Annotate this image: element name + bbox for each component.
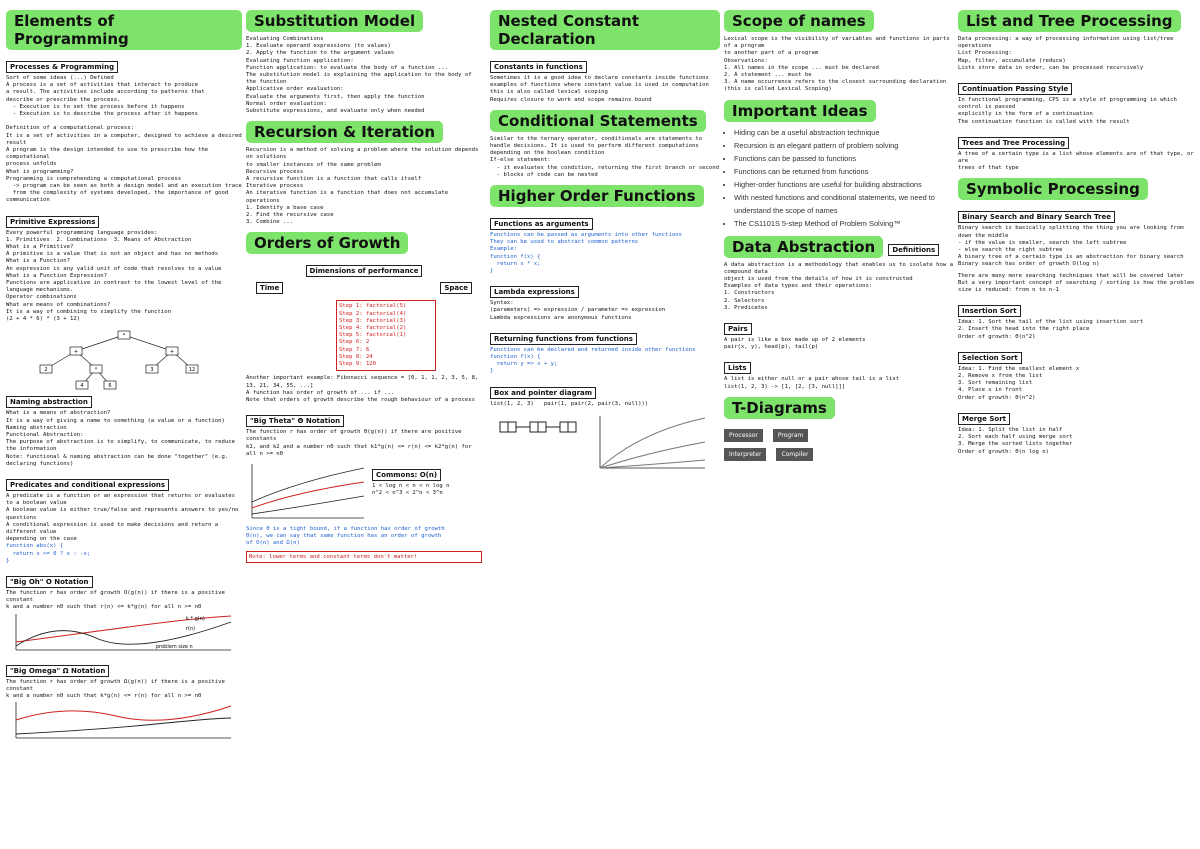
returning-heading: Returning functions from functions	[490, 333, 637, 345]
omega-text: The function r has order of growth Ω(g(n)) if there is a positive constant k and a number n0 such that k*g(n) <= r(n) for all n >= n0	[6, 678, 225, 699]
theta-note-2: Note: lower terms and constant terms don't matter!	[246, 551, 482, 563]
t-compiler: Compiler	[776, 448, 813, 461]
step-4: Step 4: factorial(2)	[339, 325, 407, 332]
cps-text: In functional programming, CPS is a style of programming in which control is passed explicitly in the form of a continuation The continuation function is called with the result	[958, 97, 1177, 125]
hof-title: Higher Order Functions	[490, 185, 704, 207]
idea-item: • With nested functions and conditional statements, we need to understand the scope of names	[734, 191, 954, 217]
column-1	[6, 8, 242, 846]
box-pointer-heading: Box and pointer diagram	[490, 387, 596, 399]
trees-heading: Trees and Tree Processing	[958, 137, 1069, 149]
common-heading: Commons: O(n)	[372, 469, 441, 481]
sorting-text: There are many more searching techniques that will be covered later But a very important concept of searching / sorting is how the problem size is reduced: from n to n-1	[958, 272, 1194, 294]
definitions-text: A data abstraction is a methodology that enables us to isolate how a compound data object is used from the details of how it is constructed Examples of data types and their operations: 1. Constructors 2. Selectors 3. Predicates	[724, 261, 954, 311]
ideas-title: Important Ideas	[724, 100, 876, 122]
processes-heading: Processes & Programming	[6, 61, 118, 73]
constants-heading: Constants in functions	[490, 61, 587, 73]
elements-title: Elements of Programming	[6, 10, 242, 50]
step-2: Step 2: factorial(4)	[339, 310, 407, 317]
column-2	[246, 8, 482, 846]
idea-item: • Higher-order functions are useful for building abstractions	[734, 178, 954, 191]
primitive-heading: Primitive Expressions	[6, 216, 99, 228]
symbolic-title: Symbolic Processing	[958, 178, 1148, 200]
predicates-heading: Predicates and conditional expressions	[6, 479, 169, 491]
conditional-title: Conditional Statements	[490, 110, 706, 132]
list-tree-text: Data processing: a way of processing information using list/tree operations List Processing: Map, filter, accumulate (reduce) Lists store data in order, can be processed recursively	[958, 36, 1174, 71]
idea-item: • The CS1101S 5-step Method of Problem Solving™	[734, 217, 954, 230]
t-interpreter: Interpreter	[724, 448, 766, 461]
column-3	[490, 8, 720, 846]
tree-edge	[124, 335, 172, 351]
step-7: Step 7: 6	[339, 346, 370, 353]
step-5: Step 5: factorial(1)	[339, 332, 407, 339]
tree-node-label: 12	[188, 367, 196, 374]
theta-text: The function r has order of growth Θ(g(n)) if there are positive constants k1, and k2 and a number n0 such that k1*g(n) <= r(n) <= k2*g(n) for all n >= n0	[246, 429, 472, 457]
tree-node-label: 4	[80, 383, 84, 390]
tdiagram-2	[724, 448, 954, 461]
idea-item: • Functions can be returned from functions	[734, 165, 954, 178]
tree-node-label: *	[94, 367, 98, 374]
theta-note: Since Θ is a tight bound, if a function has order of growth Θ(n), we can say that same function has an order of growth of O(n) and Ω(n)	[246, 525, 445, 547]
idea-item: • Hiding can be a useful abstraction technique	[734, 126, 954, 139]
box-pointer-diagram	[490, 412, 710, 472]
tree-node-label: +	[169, 349, 175, 356]
definitions-heading: Definitions	[888, 244, 939, 256]
selection-heading: Selection Sort	[958, 352, 1022, 364]
bigoh-graph	[6, 612, 236, 654]
tree-edge	[76, 335, 124, 351]
tdiagram	[724, 429, 954, 442]
insertion-text: Idea: 1. Sort the tail of the list using insertion sort 2. Insert the head into the right place Order of growth: Θ(n^2)	[958, 319, 1144, 340]
substitution-text: Evaluating Combinations 1. Evaluate operand expressions (to values) 2. Apply the function to the argument values Evaluating function application: Function application: to evaluate the body of a function ... The substitution model is explaining the application to the body of the function Applicative order evaluation: Evaluate the arguments first, then apply the function Normal order evaluation: Substitute expressions, and evaluate only when needed	[246, 36, 472, 115]
lists-text: A list is either null or a pair whose tail is a list list(1, 2, 3) -> [1, [2, [3, null]]]	[724, 376, 900, 390]
bigoh-text: The function r has order of growth O(g(n)) if there is a positive constant k and a number n0 such that r(n) <= k*g(n) for all n >= n0	[6, 589, 225, 611]
tree-node-label: *	[122, 333, 126, 340]
box-pointer-text: list(1, 2, 3) pair(1, pair(2, pair(3, null)))	[490, 400, 649, 407]
tree-node-label: +	[73, 349, 79, 356]
recursion-text: Recursion is a method of solving a problem where the solution depends on solutions to smaller instances of the same problem Recursive process A recursive function is a function that calls itself Iterative process An iterative function is a function that does not accumulate operations 1. Identify a base case 2. Find the recursive case 3. Combine ...	[246, 147, 479, 226]
nested-title: Nested Constant Declaration	[490, 10, 720, 50]
lambda-text: Syntax: (parameters) => expression / parameter => expression Lambda expressions are anonymous functions	[490, 300, 666, 321]
omega-heading: "Big Omega" Ω Notation	[6, 665, 109, 677]
selection-text: Idea: 1. Find the smallest element x 2. Remove x from the list 3. Sort remaining list 4. Place x in front Order of growth: Θ(n^2)	[958, 365, 1080, 401]
column-4	[724, 8, 954, 846]
constants-text: Sometimes it is a good idea to declare constants inside functions examples of functions where constant value is used in computation this is also called lexical scoping Requires closure to work and scope remains bound	[490, 75, 709, 103]
idea-item: • Recursion is an elegant pattern of problem solving	[734, 139, 954, 152]
naming-text: What is a means of abstraction? It is a way of giving a name to something (a value or a function) Naming abstraction Functional Abstraction: The purpose of abstraction is to simplify, to communicate, to reduce the information Note: functional & naming abstraction can be done "together" (e.g. declaring functions)	[6, 410, 236, 467]
cps-heading: Continuation Passing Style	[958, 83, 1072, 95]
list-tree-title: List and Tree Processing	[958, 10, 1181, 32]
binary-search-heading: Binary Search and Binary Search Tree	[958, 211, 1115, 223]
lambda-heading: Lambda expressions	[490, 286, 579, 298]
functions-args-heading: Functions as arguments	[490, 218, 593, 230]
idea-item: • Functions can be passed to functions	[734, 152, 954, 165]
time-heading: Time	[256, 282, 283, 294]
abs-code: function abs(x) { return x >= 0 ? x : -x; }	[6, 543, 91, 564]
naming-heading: Naming abstraction	[6, 396, 92, 408]
graph-label-kg: k * g(n)	[186, 615, 205, 622]
conditional-text: Similar to the ternary operator, conditionals are statements to handle decisions. It is used to perform different computations depending on the boolean condition If-else statement: - it evaluates the condition, returning the first branch or second - blocks of code can be nested	[490, 135, 720, 178]
substitution-title: Substitution Model	[246, 10, 423, 32]
binary-search-text: Binary search is basically splitting the thing you are looking from down the middle - if the value is smaller, search the left subtree - else search the right subtree A binary tree of a certain type is an abstraction for binary search Binary search has order of growth O(log n)	[958, 225, 1184, 268]
processes-text: Sort of some ideas (...) Defined A process is a set of activities that interact to produce a result. The activities include according to patterns that describe or prescribe the process. - Execution is to set the process before it happens - Execution is to describe the process after it happens Definition of a computational process: It is a set of activities in a computer, designed to achieve a desired result A program is the design intended to use to prescribe how the computational process unfolds What is programming? Programming is comprehending a computational process -> program can be seen as both a design model and an execution trace from the complexity of systems developed, the importance of good communication	[6, 75, 242, 204]
predicates-text: A predicate is a function or an expression that returns or evaluates to a boolean value A boolean value is either true/false and represents answers to yes/no questions A conditional expression is used to make decisions and return a different value depending on the case	[6, 492, 239, 543]
step-9: Step 9: 120	[339, 361, 377, 368]
tree-node-label: 6	[108, 383, 112, 390]
omega-graph	[6, 700, 236, 742]
ideas-list	[724, 126, 954, 230]
t-processor: Processor	[724, 429, 763, 442]
step-1: Step 1: factorial(5)	[339, 303, 407, 310]
orders-title: Orders of Growth	[246, 232, 408, 254]
primitive-text: Every powerful programming language provides: 1. Primitives 2. Combinations 3. Means of Abstraction What is a Primitive? A primitive is a value that is not an object and has no methods What is a Function? An expression is any valid unit of code that resolves to a value What is a Function Expression? Functions are applicative in contrast to the lowest level of the language mechanisms. Operator combinations What are means of combinations? It is a way of combining to simplify the function (2 + 4 * 6) * (3 + 12)	[6, 229, 222, 323]
insertion-heading: Insertion Sort	[958, 305, 1021, 317]
data-abstraction-title: Data Abstraction	[724, 236, 883, 258]
functions-args-text: Functions can be passed as arguments into other functions They can be used to abstract common patterns Example: function f(x) { return x * x; }	[490, 232, 682, 275]
pairs-text: A pair is like a box made up of 2 elements pair(x, y), head(p), tail(p)	[724, 337, 866, 351]
common-text: 1 < log n < n < n log n n^2 < n^3 < 2^n < 3^n	[372, 482, 450, 497]
tdiagram-title: T-Diagrams	[724, 397, 835, 419]
merge-text: Idea: 1. Split the list in half 2. Sort each half using merge sort 3. Merge the sorted lists together Order of growth: Θ(n log n)	[958, 426, 1073, 455]
step-8: Step 8: 24	[339, 353, 373, 360]
bigoh-heading: "Big Oh" O Notation	[6, 576, 93, 588]
scope-title: Scope of names	[724, 10, 874, 32]
lists-heading: Lists	[724, 362, 751, 374]
trees-text: A tree of a certain type is a list whose elements are of that type, or are trees of that type	[958, 150, 1194, 172]
orders-text: Another important example: Fibonacci sequence = [0, 1, 1, 2, 3, 5, 8, 13, 21, 34, 55, ...] A function has order of growth of ... if ... Note that orders of growth describe the rough behaviour of a process	[246, 375, 479, 403]
t-program: Program	[773, 429, 808, 442]
graph-label-size: problem size n	[156, 643, 193, 650]
steps-box	[336, 300, 436, 371]
step-3: Step 3: factorial(3)	[339, 317, 407, 324]
merge-heading: Merge Sort	[958, 413, 1010, 425]
pairs-heading: Pairs	[724, 323, 752, 335]
graph-label-rn: r(n)	[186, 625, 196, 632]
theta-heading: "Big Theta" Θ Notation	[246, 415, 344, 427]
tree-node-label: 3	[150, 367, 154, 374]
expression-tree	[6, 327, 242, 389]
dimensions-heading: Dimensions of performance	[306, 265, 423, 277]
theta-graph	[246, 462, 366, 522]
column-5	[958, 8, 1196, 846]
returning-text: Functions can be declared and returned inside other functions function f(x) { return y => x + y; }	[490, 346, 696, 375]
recursion-title: Recursion & Iteration	[246, 121, 443, 143]
scope-text: Lexical scope is the visibility of variables and functions in parts of a program to another part of a program Observations: 1. All names in the scope ... must be declared 2. A statement ... must be 3. A name occurrence refers to the closest surrounding declaration (this is called Lexical Scoping)	[724, 36, 950, 93]
step-6: Step 6: 2	[339, 339, 370, 346]
space-heading: Space	[440, 282, 472, 294]
tree-node-label: 2	[44, 367, 48, 374]
